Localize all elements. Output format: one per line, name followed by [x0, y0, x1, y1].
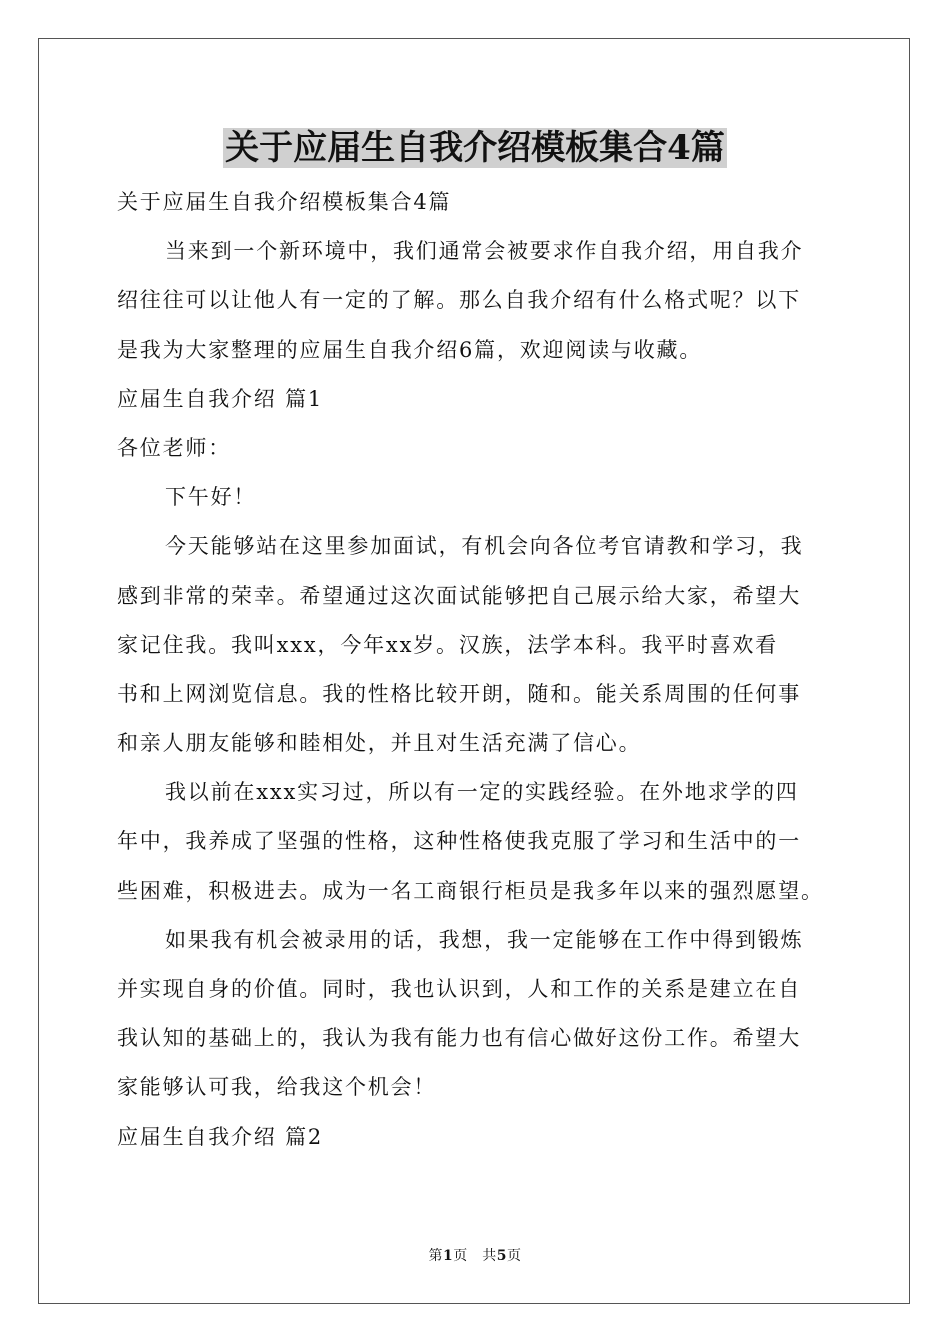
paragraph-line: 我以前在xxx实习过，所以有一定的实践经验。在外地求学的四 [165, 780, 799, 805]
paragraph-line: 应届生自我介绍 篇1 [117, 386, 324, 411]
paragraph-line: 书和上网浏览信息。我的性格比较开朗，随和。能关系周围的任何事 [117, 681, 801, 706]
document-title [0, 126, 950, 170]
paragraph-line: 年中，我养成了坚强的性格，这种性格使我克服了学习和生活中的一 [117, 829, 801, 854]
paragraph-line: 下午好！ [165, 485, 257, 510]
page-footer [0, 1246, 950, 1266]
footer-page-mid: 页 共 [453, 1248, 497, 1264]
footer-page-total: 5 [496, 1248, 507, 1264]
footer-page-prefix: 第 [428, 1248, 443, 1264]
paragraph-line: 家能够认可我，给我这个机会！ [117, 1075, 437, 1100]
footer-page-current: 1 [443, 1248, 454, 1264]
paragraph-line: 当来到一个新环境中，我们通常会被要求作自我介绍，用自我介 [165, 239, 804, 264]
paragraph-line: 应届生自我介绍 篇2 [117, 1124, 324, 1149]
paragraph-line: 和亲人朋友能够和睦相处，并且对生活充满了信心。 [117, 731, 642, 756]
paragraph-line: 家记住我。我叫xxx，今年xx岁。汉族，法学本科。我平时喜欢看 [117, 632, 779, 657]
paragraph-line: 我认知的基础上的，我认为我有能力也有信心做好这份工作。希望大 [117, 1026, 801, 1051]
document-body [117, 178, 835, 1162]
paragraph-line: 各位老师： [117, 435, 231, 460]
paragraph-line: 些困难，积极进去。成为一名工商银行柜员是我多年以来的强烈愿望。 [117, 878, 824, 903]
paragraph-line: 并实现自身的价值。同时，我也认识到，人和工作的关系是建立在自 [117, 977, 801, 1001]
document-title-text: 关于应届生自我介绍模板集合4篇 [225, 128, 725, 168]
paragraph-line: 今天能够站在这里参加面试，有机会向各位考官请教和学习，我 [165, 534, 804, 559]
footer-page-suffix: 页 [507, 1248, 522, 1264]
paragraph-line: 是我为大家整理的应届生自我介绍6篇，欢迎阅读与收藏。 [117, 337, 703, 362]
paragraph-line: 关于应届生自我介绍模板集合4篇 [117, 190, 452, 214]
paragraph-line: 绍往往可以让他人有一定的了解。那么自我介绍有什么格式呢？以下 [117, 288, 801, 313]
paragraph-line: 如果我有机会被录用的话，我想，我一定能够在工作中得到锻炼 [165, 927, 804, 952]
paragraph-line: 感到非常的荣幸。希望通过这次面试能够把自己展示给大家，希望大 [117, 583, 801, 608]
